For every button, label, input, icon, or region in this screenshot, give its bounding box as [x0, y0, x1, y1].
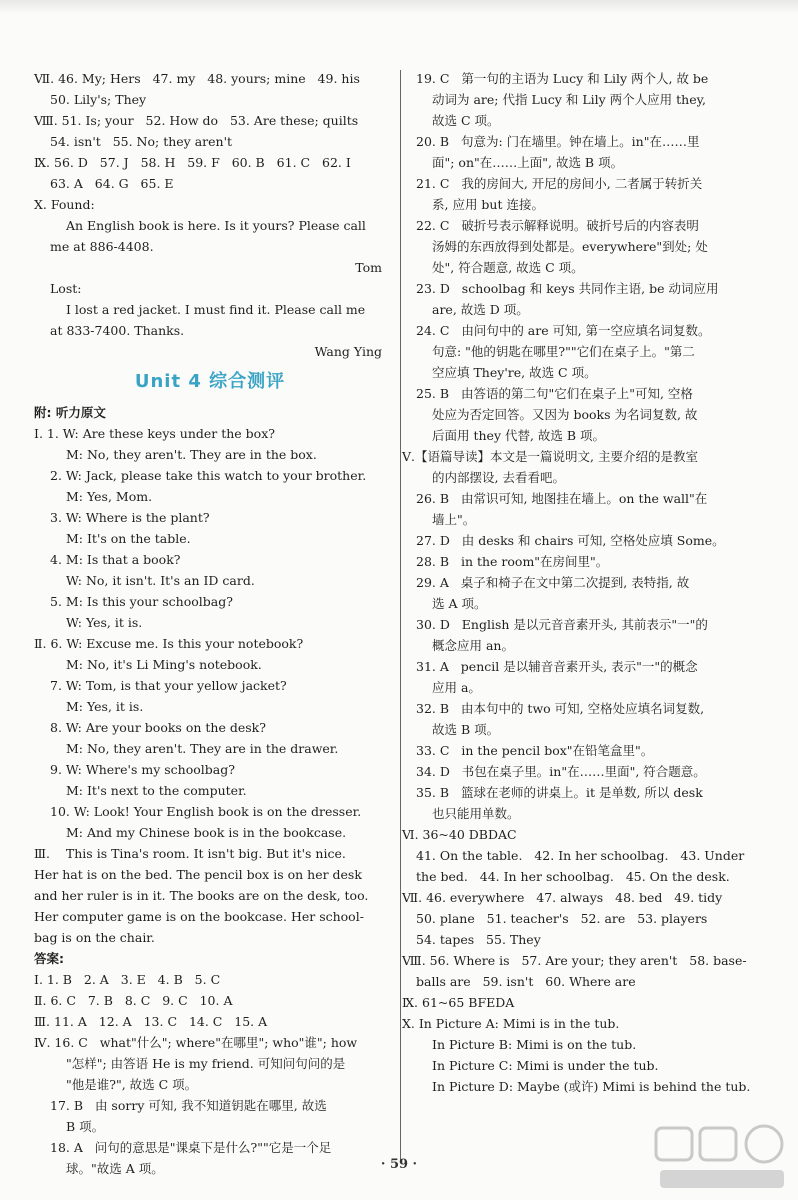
- text-line: [416, 320, 768, 341]
- line-text: "怎样"; 由答语 He is my friend. 可知问句问的是: [66, 1056, 346, 1071]
- line-text: 系, 应用 but 连接。: [432, 197, 544, 212]
- text-line: [34, 444, 386, 465]
- watermark-logo: [652, 1122, 792, 1194]
- line-text: balls are 59. isn't 60. Where are: [416, 974, 636, 989]
- line-text: 50. plane 51. teacher's 52. are 53. players: [416, 911, 708, 926]
- line-text: Her computer game is on the bookcase. Her school-: [34, 909, 364, 924]
- text-line: [416, 362, 768, 383]
- text-line: [34, 341, 386, 362]
- line-text: Unit 4 综合测评: [134, 371, 286, 392]
- text-line: [34, 215, 386, 236]
- line-text: 32. B 由本句中的 two 可知, 空格处应填名词复数,: [416, 701, 705, 716]
- text-line: [34, 131, 386, 152]
- text-line: [34, 1137, 386, 1158]
- text-line: [416, 593, 768, 614]
- text-line: [34, 194, 386, 215]
- line-text: Ⅷ. 51. Is; your 52. How do 53. Are these; quilts: [34, 113, 359, 128]
- line-text: M: And my Chinese book is in the bookcase.: [66, 825, 347, 840]
- text-line: [34, 1053, 386, 1074]
- line-text: "他是谁?", 故选 C 项。: [66, 1077, 198, 1092]
- line-text: 20. B 句意为: 门在墙里。钟在墙上。in"在……里: [416, 134, 700, 149]
- text-line: [34, 948, 386, 969]
- text-line: [416, 761, 768, 782]
- text-line: [34, 906, 386, 927]
- text-line: [34, 89, 386, 110]
- line-text: Ⅶ. 46. My; Hers 47. my 48. yours; mine 49. his: [34, 71, 360, 86]
- line-text: 答案:: [34, 951, 64, 966]
- page-number: · 59 ·: [380, 1157, 418, 1172]
- line-text: 8. W: Are your books on the desk?: [50, 720, 266, 735]
- line-text: M: No, they aren't. They are in the box.: [66, 447, 317, 462]
- line-text: 33. C in the pencil box"在铅笔盒里"。: [416, 743, 654, 758]
- line-text: 处应为否定回答。又因为 books 为名词复数, 故: [432, 407, 698, 422]
- line-text: 26. B 由常识可知, 地图挂在墙上。on the wall"在: [416, 491, 708, 506]
- line-text: 动词为 are; 代指 Lucy 和 Lily 两个人应用 they,: [432, 92, 706, 107]
- line-text: Ⅷ. 56. Where is 57. Are your; they aren't 58. base-: [402, 953, 747, 968]
- text-line: [34, 591, 386, 612]
- text-line: [34, 738, 386, 759]
- line-text: 也只能用单数。: [432, 806, 520, 821]
- line-text: are, 故选 D 项。: [432, 302, 529, 317]
- line-text: M: No, it's Li Ming's notebook.: [66, 657, 262, 672]
- text-line: [416, 152, 768, 173]
- line-text: 故选 B 项。: [432, 722, 500, 737]
- line-text: Ⅱ. 6. W: Excuse me. Is this your notebook?: [34, 636, 304, 651]
- line-text: 28. B in the room"在房间里"。: [416, 554, 609, 569]
- text-line: [416, 215, 768, 236]
- text-line: [416, 929, 768, 950]
- line-text: 25. B 由答语的第二句"它们在桌子上"可知, 空格: [416, 386, 693, 401]
- line-text: 空应填 They're, 故选 C 项。: [432, 365, 597, 380]
- line-text: me at 886-4408.: [50, 239, 154, 254]
- text-line: [34, 1074, 386, 1095]
- text-line: [416, 740, 768, 761]
- line-text: 3. W: Where is the plant?: [50, 510, 210, 525]
- line-text: 18. A 问句的意思是"课桌下是什么?""它是一个足: [50, 1140, 332, 1155]
- text-line: [34, 780, 386, 801]
- text-line: [416, 677, 768, 698]
- line-text: 汤姆的东西放得到处都是。everywhere"到处; 处: [432, 239, 708, 254]
- text-line: [416, 551, 768, 572]
- text-line: [34, 549, 386, 570]
- text-line: [416, 509, 768, 530]
- text-line: [34, 969, 386, 990]
- line-text: 2. W: Jack, please take this watch to your brother.: [50, 468, 367, 483]
- line-text: 24. C 由问句中的 are 可知, 第一空应填名词复数。: [416, 323, 711, 338]
- text-line: [34, 990, 386, 1011]
- line-text: In Picture D: Maybe (或许) Mimi is behind the tub.: [432, 1079, 751, 1094]
- text-line: [34, 465, 386, 486]
- text-line: [416, 89, 768, 110]
- text-line: [34, 927, 386, 948]
- line-text: 故选 C 项。: [432, 113, 500, 128]
- text-line: [402, 1013, 768, 1034]
- text-line: [416, 530, 768, 551]
- text-line: [402, 992, 768, 1013]
- line-text: 的内部摆设, 去看看吧。: [432, 470, 565, 485]
- line-text: An English book is here. Is it yours? Please call: [66, 218, 366, 233]
- text-line: [416, 614, 768, 635]
- text-line: [34, 68, 386, 89]
- text-line: [416, 425, 768, 446]
- line-text: 35. B 篮球在老师的讲桌上。it 是单数, 所以 desk: [416, 785, 703, 800]
- text-line: [34, 299, 386, 320]
- line-text: 句意: "他的钥匙在哪里?""它们在桌子上。"第二: [432, 344, 695, 359]
- line-text: Ⅰ. 1. B 2. A 3. E 4. B 5. C: [34, 972, 221, 987]
- line-text: Lost:: [50, 281, 82, 296]
- line-text: 面"; on"在……上面", 故选 B 项。: [432, 155, 624, 170]
- text-line: [34, 152, 386, 173]
- line-text: Ⅹ. Found:: [34, 197, 95, 212]
- text-line: [34, 173, 386, 194]
- text-line: [34, 717, 386, 738]
- text-line: [34, 864, 386, 885]
- text-line: [416, 467, 768, 488]
- text-line: [416, 656, 768, 677]
- text-line: [416, 698, 768, 719]
- text-line: [34, 801, 386, 822]
- left-column: [34, 68, 386, 1179]
- text-line: [34, 278, 386, 299]
- text-line: [416, 866, 768, 887]
- line-text: 21. C 我的房间大, 开尼的房间小, 二者属于转折关: [416, 176, 703, 191]
- text-line: [402, 887, 768, 908]
- line-text: 41. On the table. 42. In her schoolbag. 43. Under: [416, 848, 745, 863]
- line-text: Ⅴ.【语篇导读】本文是一篇说明文, 主要介绍的是教室: [402, 449, 698, 464]
- section-title: [34, 362, 386, 402]
- line-text: Her hat is on the bed. The pencil box is on her desk: [34, 867, 362, 882]
- text-line: [416, 257, 768, 278]
- text-line: [34, 759, 386, 780]
- text-line: [34, 654, 386, 675]
- line-text: 29. A 桌子和椅子在文中第二次提到, 表特指, 故: [416, 575, 690, 590]
- line-text: Ⅳ. 16. C what"什么"; where"在哪里"; who"谁"; how: [34, 1035, 358, 1050]
- line-text: In Picture B: Mimi is on the tub.: [432, 1037, 637, 1052]
- text-line: [416, 908, 768, 929]
- line-text: 27. D 由 desks 和 chairs 可知, 空格处应填 Some。: [416, 533, 725, 548]
- text-line: [34, 507, 386, 528]
- text-line: [34, 696, 386, 717]
- text-line: [416, 782, 768, 803]
- text-line: [416, 236, 768, 257]
- line-text: 概念应用 an。: [432, 638, 514, 653]
- text-line: [416, 173, 768, 194]
- text-line: [416, 194, 768, 215]
- line-text: Ⅰ. 1. W: Are these keys under the box?: [34, 426, 275, 441]
- column-divider: [400, 70, 401, 1160]
- line-text: and her ruler is in it. The books are on the desk, too.: [34, 888, 369, 903]
- text-line: [34, 110, 386, 131]
- line-text: 9. W: Where's my schoolbag?: [50, 762, 235, 777]
- text-line: [34, 1011, 386, 1032]
- text-line: [416, 1034, 768, 1055]
- text-line: [34, 843, 386, 864]
- text-line: [416, 278, 768, 299]
- line-text: 应用 a。: [432, 680, 481, 695]
- line-text: M: Yes, it is.: [66, 699, 144, 714]
- text-line: [402, 950, 768, 971]
- text-line: [416, 635, 768, 656]
- text-line: [416, 299, 768, 320]
- line-text: 后面用 they 代替, 故选 B 项。: [432, 428, 606, 443]
- line-text: 31. A pencil 是以辅音音素开头, 表示"一"的概念: [416, 659, 698, 674]
- text-line: [34, 1032, 386, 1053]
- text-line: [416, 845, 768, 866]
- text-line: [416, 383, 768, 404]
- line-text: at 833-7400. Thanks.: [50, 323, 185, 338]
- line-text: 54. isn't 55. No; they aren't: [50, 134, 233, 149]
- line-text: I lost a red jacket. I must find it. Please call me: [66, 302, 366, 317]
- line-text: Ⅲ. 11. A 12. A 13. C 14. C 15. A: [34, 1014, 268, 1029]
- line-text: 50. Lily's; They: [50, 92, 147, 107]
- text-line: [416, 488, 768, 509]
- line-text: 7. W: Tom, is that your yellow jacket?: [50, 678, 287, 693]
- line-text: 处", 符合题意, 故选 C 项。: [432, 260, 584, 275]
- text-line: [416, 131, 768, 152]
- text-line: [402, 824, 768, 845]
- text-line: [416, 110, 768, 131]
- line-text: bag is on the chair.: [34, 930, 155, 945]
- line-text: Ⅶ. 46. everywhere 47. always 48. bed 49. tidy: [402, 890, 723, 905]
- line-text: 4. M: Is that a book?: [50, 552, 181, 567]
- line-text: 22. C 破折号表示解释说明。破折号后的内容表明: [416, 218, 699, 233]
- line-text: Ⅸ. 61~65 BFEDA: [402, 995, 515, 1010]
- line-text: 19. C 第一句的主语为 Lucy 和 Lily 两个人, 故 be: [416, 71, 709, 86]
- text-line: [34, 612, 386, 633]
- line-text: Ⅸ. 56. D 57. J 58. H 59. F 60. B 61. C 62. I: [34, 155, 351, 170]
- right-column: [402, 68, 768, 1097]
- line-text: 10. W: Look! Your English book is on the dresser.: [50, 804, 362, 819]
- text-line: [34, 633, 386, 654]
- line-text: M: It's on the table.: [66, 531, 191, 546]
- text-line: [34, 486, 386, 507]
- text-line: [34, 1116, 386, 1137]
- line-text: M: Yes, Mom.: [66, 489, 153, 504]
- line-text: 17. B 由 sorry 可知, 我不知道钥匙在哪里, 故选: [50, 1098, 327, 1113]
- line-text: 63. A 64. G 65. E: [50, 176, 174, 191]
- line-text: 34. D 书包在桌子里。in"在……里面", 符合题意。: [416, 764, 706, 779]
- text-line: [416, 404, 768, 425]
- text-line: [416, 803, 768, 824]
- line-text: W: Yes, it is.: [66, 615, 143, 630]
- text-line: [34, 257, 386, 278]
- line-text: 5. M: Is this your schoolbag?: [50, 594, 233, 609]
- text-line: [34, 822, 386, 843]
- text-line: [34, 423, 386, 444]
- text-line: [416, 719, 768, 740]
- line-text: 23. D schoolbag 和 keys 共同作主语, be 动词应用: [416, 281, 719, 296]
- line-text: 选 A 项。: [432, 596, 487, 611]
- line-text: M: It's next to the computer.: [66, 783, 247, 798]
- line-text: Wang Ying: [314, 344, 382, 359]
- text-line: [34, 528, 386, 549]
- line-text: 30. D English 是以元音音素开头, 其前表示"一"的: [416, 617, 708, 632]
- line-text: Ⅱ. 6. C 7. B 8. C 9. C 10. A: [34, 993, 233, 1008]
- text-line: [416, 1076, 768, 1097]
- page-top-shadow: [0, 0, 798, 14]
- line-text: 附: 听力原文: [34, 405, 106, 420]
- line-text: 球。"故选 A 项。: [66, 1161, 164, 1176]
- line-text: W: No, it isn't. It's an ID card.: [66, 573, 255, 588]
- text-line: [34, 570, 386, 591]
- line-text: 墙上"。: [432, 512, 476, 527]
- line-text: In Picture C: Mimi is under the tub.: [432, 1058, 659, 1073]
- text-line: [402, 446, 768, 467]
- text-line: [416, 341, 768, 362]
- text-line: [34, 236, 386, 257]
- line-text: Ⅲ. This is Tina's room. It isn't big. But it's nice.: [34, 846, 346, 861]
- line-text: Ⅵ. 36~40 DBDAC: [402, 827, 517, 842]
- text-line: [34, 1095, 386, 1116]
- line-text: M: No, they aren't. They are in the drawer.: [66, 741, 339, 756]
- line-text: B 项。: [66, 1119, 105, 1134]
- line-text: the bed. 44. In her schoolbag. 45. On the desk.: [416, 869, 730, 884]
- text-line: [416, 971, 768, 992]
- line-text: Ⅹ. In Picture A: Mimi is in the tub.: [402, 1016, 620, 1031]
- text-line: [416, 68, 768, 89]
- text-line: [416, 572, 768, 593]
- text-line: [416, 1055, 768, 1076]
- text-line: [34, 675, 386, 696]
- text-line: [34, 885, 386, 906]
- text-line: [34, 402, 386, 423]
- line-text: Tom: [355, 260, 382, 275]
- text-line: [34, 320, 386, 341]
- line-text: 54. tapes 55. They: [416, 932, 541, 947]
